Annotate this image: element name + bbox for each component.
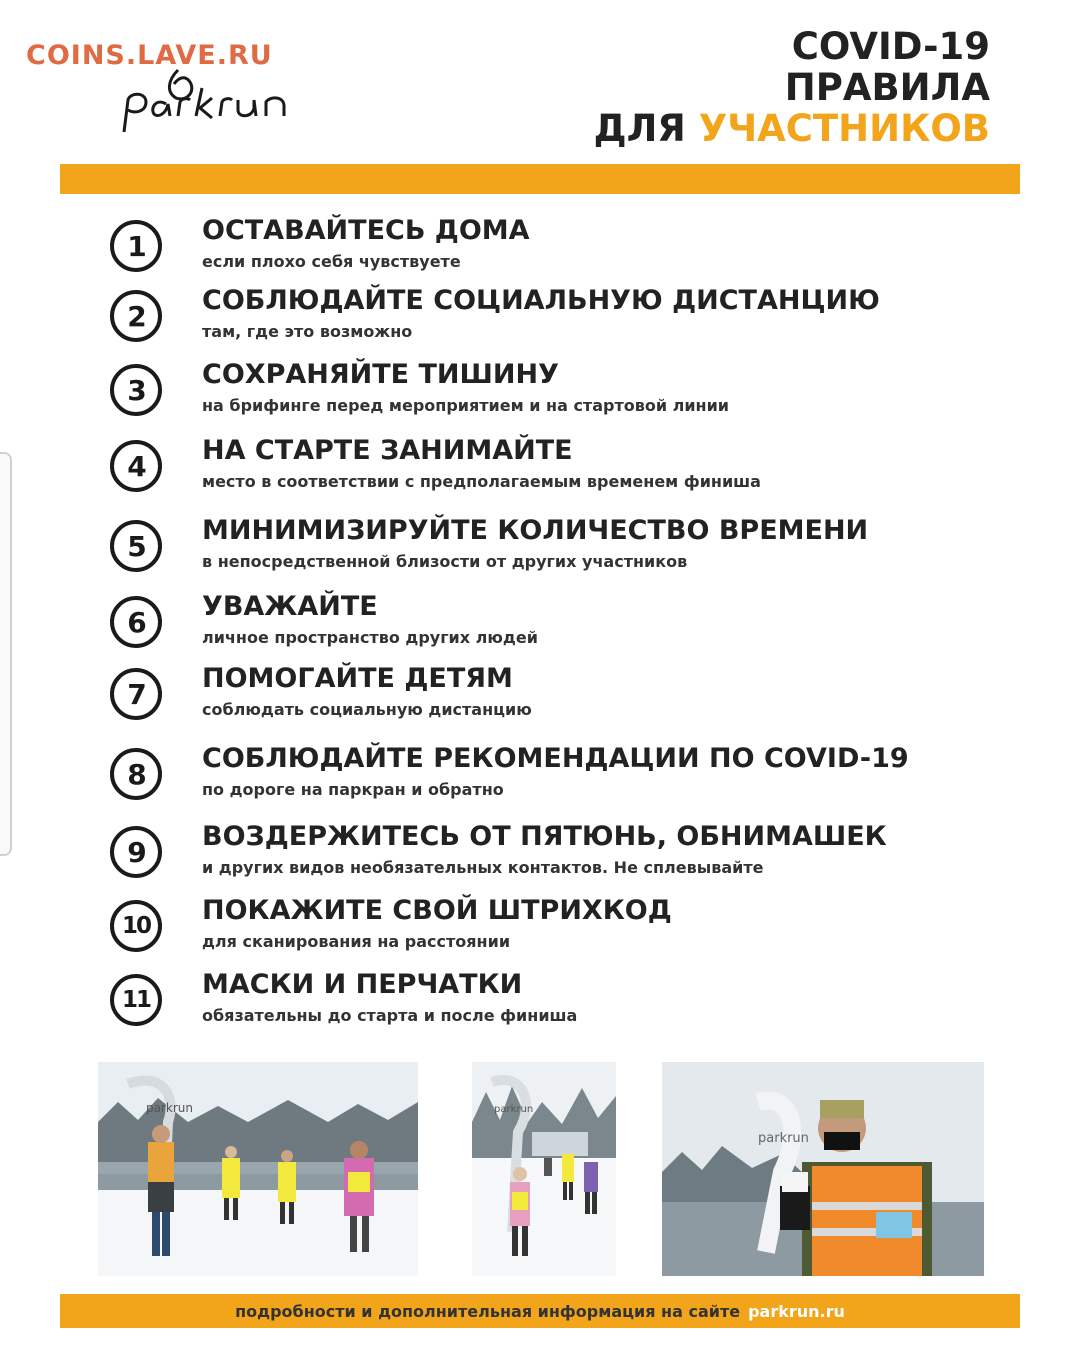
footer-link[interactable]: parkrun.ru bbox=[748, 1301, 845, 1321]
footer-text: подробности и дополнительная информация на сайте bbox=[235, 1301, 741, 1321]
edge-scroll-handle[interactable] bbox=[0, 452, 12, 856]
parkrun-logo bbox=[116, 62, 306, 142]
rule-number-badge: 6 bbox=[110, 596, 162, 648]
snowy-path-illustration bbox=[472, 1062, 616, 1276]
rule-heading: СОБЛЮДАЙТЕ СОЦИАЛЬНУЮ ДИСТАНЦИЮ bbox=[202, 285, 880, 316]
parkrun-logo-icon bbox=[116, 62, 306, 142]
rule-subtext: по дороге на паркран и обратно bbox=[202, 780, 504, 799]
rule-item-11 bbox=[110, 968, 1010, 1038]
rule-heading: ВОЗДЕРЖИТЕСЬ ОТ ПЯТЮНЬ, ОБНИМАШЕК bbox=[202, 821, 887, 852]
photo-volunteer-mask-gloves bbox=[662, 1062, 984, 1276]
rule-item-4 bbox=[110, 434, 1010, 504]
rule-item-5 bbox=[110, 514, 1010, 584]
rule-heading: МАСКИ И ПЕРЧАТКИ bbox=[202, 969, 523, 1000]
rule-heading: СОБЛЮДАЙТЕ РЕКОМЕНДАЦИИ ПО COVID-19 bbox=[202, 743, 909, 774]
rule-number-badge: 4 bbox=[110, 440, 162, 492]
title-line-3 bbox=[594, 108, 990, 149]
rule-number-badge: 1 bbox=[110, 220, 162, 272]
rule-item-8 bbox=[110, 742, 1010, 812]
rule-number-badge: 2 bbox=[110, 290, 162, 342]
poster-title bbox=[594, 26, 990, 149]
rule-number-badge: 8 bbox=[110, 748, 162, 800]
rule-subtext: в непосредственной близости от других участников bbox=[202, 552, 688, 571]
rule-heading: МИНИМИЗИРУЙТЕ КОЛИЧЕСТВО ВРЕМЕНИ bbox=[202, 515, 869, 546]
rule-item-9 bbox=[110, 820, 1010, 890]
snowy-lake-illustration bbox=[98, 1062, 418, 1276]
rule-subtext: личное пространство других людей bbox=[202, 628, 538, 647]
title-line-3-prefix: ДЛЯ bbox=[593, 107, 686, 150]
rule-heading: УВАЖАЙТЕ bbox=[202, 591, 378, 622]
rule-item-1 bbox=[110, 214, 1010, 284]
rule-heading: ОСТАВАЙТЕСЬ ДОМА bbox=[202, 215, 530, 246]
title-line-1: COVID-19 bbox=[791, 25, 990, 68]
footer-bar bbox=[60, 1294, 1020, 1328]
title-line-3-accent: УЧАСТНИКОВ bbox=[698, 107, 990, 150]
rule-item-3 bbox=[110, 358, 1010, 428]
rule-heading: СОХРАНЯЙТЕ ТИШИНУ bbox=[202, 359, 559, 390]
rule-number-badge: 11 bbox=[110, 974, 162, 1026]
photo-snowy-lake-group bbox=[98, 1062, 418, 1276]
watermark: COINS.LAVE.RU bbox=[26, 40, 273, 71]
rule-subtext: соблюдать социальную дистанцию bbox=[202, 700, 532, 719]
rule-subtext: для сканирования на расстоянии bbox=[202, 932, 511, 951]
photo-flag-text: parkrun bbox=[494, 1104, 534, 1115]
rule-subtext: обязательны до старта и после финиша bbox=[202, 1006, 578, 1025]
rule-subtext: там, где это возможно bbox=[202, 322, 413, 341]
rule-number-badge: 9 bbox=[110, 826, 162, 878]
rule-number-badge: 10 bbox=[110, 900, 162, 952]
rule-item-7 bbox=[110, 662, 1010, 732]
rule-item-6 bbox=[110, 590, 1010, 660]
rule-subtext: на брифинге перед мероприятием и на стартовой линии bbox=[202, 396, 730, 415]
photo-flag-text: parkrun bbox=[146, 1101, 193, 1115]
title-line-2: ПРАВИЛА bbox=[784, 66, 990, 109]
photo-flag-text: parkrun bbox=[758, 1131, 809, 1146]
rule-item-2 bbox=[110, 284, 1010, 354]
rule-subtext: место в соответствии с предполагаемым временем финиша bbox=[202, 472, 761, 491]
rule-heading: НА СТАРТЕ ЗАНИМАЙТЕ bbox=[202, 435, 573, 466]
rule-subtext: и других видов необязательных контактов. Не сплевывайте bbox=[202, 858, 764, 877]
rule-item-10 bbox=[110, 894, 1010, 964]
rule-number-badge: 3 bbox=[110, 364, 162, 416]
rule-number-badge: 5 bbox=[110, 520, 162, 572]
top-accent-bar bbox=[60, 164, 1020, 194]
volunteer-illustration bbox=[662, 1062, 984, 1276]
rule-heading: ПОМОГАЙТЕ ДЕТЯМ bbox=[202, 663, 513, 694]
rule-heading: ПОКАЖИТЕ СВОЙ ШТРИХКОД bbox=[202, 895, 672, 926]
rule-number-badge: 7 bbox=[110, 668, 162, 720]
rule-subtext: если плохо себя чувствуете bbox=[202, 252, 461, 271]
photo-snowy-path-runners bbox=[472, 1062, 616, 1276]
